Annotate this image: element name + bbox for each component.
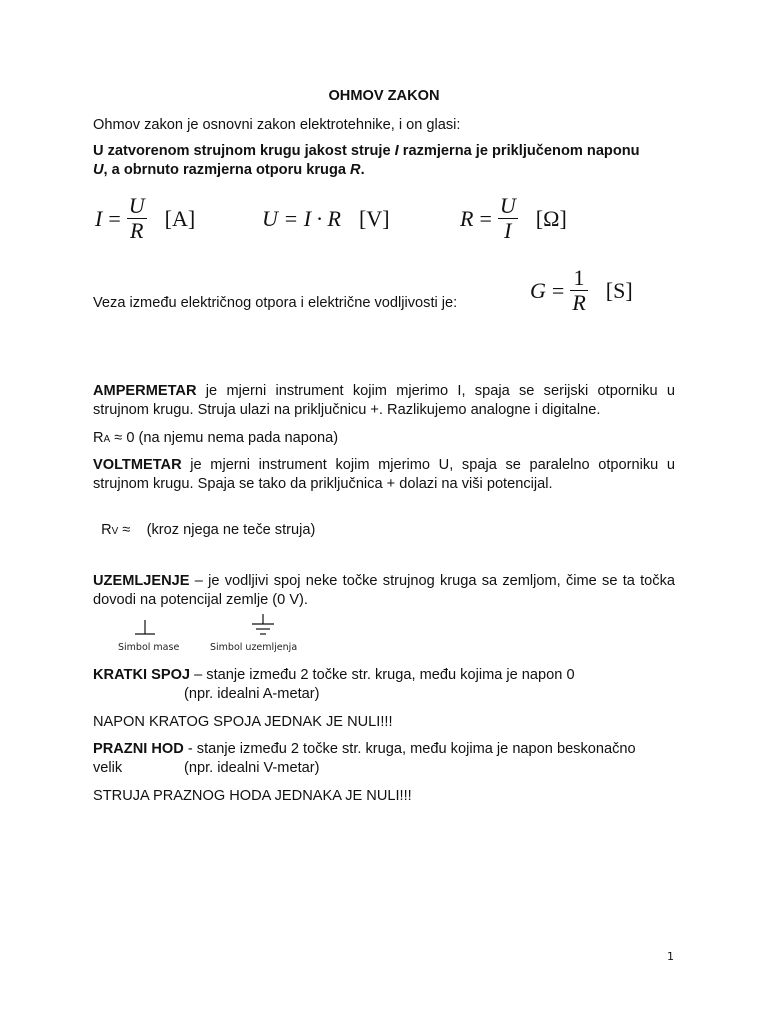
ground-symbol-icon: [246, 612, 280, 640]
formula-current: I = $\frac{U}{R}$ [A]: [95, 193, 196, 243]
prazni-hod-line: PRAZNI HOD - stanje između 2 točke str. kruga, među kojima je napon beskonačno: [93, 741, 636, 757]
intro-text: Ohmov zakon je osnovni zakon elektrotehnike, i on glasi:: [93, 117, 461, 133]
kratki-spoj-line: KRATKI SPOJ – stanje između 2 točke str. kruga, među kojima je napon 0: [93, 667, 575, 683]
formula-conductance: G = $\frac{1}{R}$ [S]: [530, 265, 633, 315]
kratki-spoj-note: (npr. idealni A-metar): [184, 686, 320, 702]
ohm-law-statement: U zatvorenom strujnom krugu jakost struje I razmjerna je priključenom naponu U, a obrnuto razmjerna otporu kruga R.: [93, 143, 640, 178]
prazni-hod-note: (npr. idealni V-metar): [184, 760, 320, 776]
unit-ampere: [A]: [164, 205, 196, 231]
rv-line: RV ≈ (kroz njega ne teče struja): [101, 522, 316, 538]
prazni-hod-caps: STRUJA PRAZNOG HODA JEDNAKA JE NULI!!!: [93, 788, 412, 804]
ground-symbol-label: Simbol uzemljenja: [210, 642, 298, 653]
conductance-text: Veza između električnog otpora i električne vodljivosti je:: [93, 295, 458, 311]
unit-volt: [V]: [359, 206, 390, 231]
uzemljenje-paragraph: UZEMLJENJE – je vodljivi spoj neke točke strujnog kruga sa zemljom, čime se ta točka dovodi na potencijal zemlje (0 V).: [93, 573, 675, 608]
formula-resistance: R = $\frac{U}{I}$ [Ω]: [460, 193, 567, 243]
unit-siemens: [S]: [605, 277, 633, 303]
mass-symbol-icon: [130, 614, 160, 642]
ra-line: RA ≈ 0 (na njemu nema pada napona): [93, 430, 339, 446]
unit-ohm: [Ω]: [535, 205, 567, 231]
formula-voltage: U = I · R [V]: [262, 206, 390, 231]
mass-symbol-label: Simbol mase: [118, 642, 180, 653]
kratki-spoj-caps: NAPON KRATOG SPOJA JEDNAK JE NULI!!!: [93, 714, 393, 730]
page-number: 1: [667, 950, 674, 963]
page-title: OHMOV ZAKON: [328, 88, 440, 104]
ampermetar-paragraph: AMPERMETAR je mjerni instrument kojim mjerimo I, spaja se serijski otporniku u strujnom krugu. Struja ulazi na priključnicu +. Razlikujemo analogne i digitalne.: [93, 383, 675, 418]
voltmetar-paragraph: VOLTMETAR je mjerni instrument kojim mjerimo U, spaja se paralelno otporniku u strujnom krugu. Spaja se tako da priključnica + dolazi na viši potencijal.: [93, 457, 675, 492]
prazni-hod-velik: velik: [93, 760, 123, 776]
